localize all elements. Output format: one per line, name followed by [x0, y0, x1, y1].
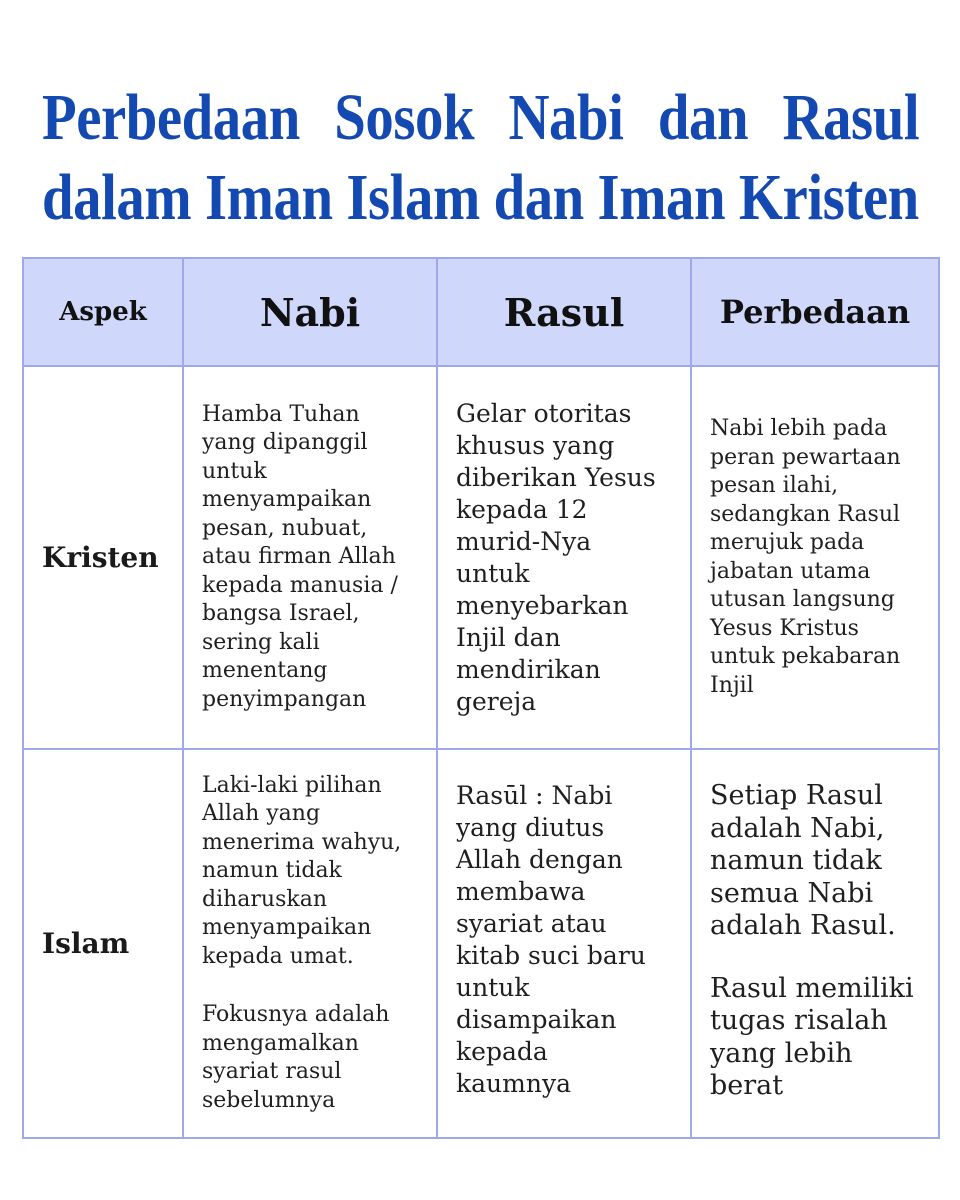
header-aspek: Aspek	[23, 258, 183, 366]
title-word: Rasul	[782, 81, 920, 154]
cell-islam-nabi-para-1: Laki-laki pilihan Allah yang menerima wahyu, namun tidak diharuskan menyampaikan kepada umat.	[202, 772, 402, 969]
table-row-kristen	[23, 366, 939, 749]
aspect-islam: Islam	[23, 749, 183, 1138]
aspect-kristen: Kristen	[23, 366, 183, 749]
cell-islam-perbedaan-para-1: Setiap Rasul adalah Nabi, namun tidak semua Nabi adalah Rasul.	[710, 780, 896, 941]
title-word: Sosok	[334, 81, 475, 154]
table-header-row	[23, 258, 939, 366]
title-word: Nabi	[508, 81, 624, 154]
cell-islam-nabi	[183, 749, 437, 1138]
cell-islam-rasul: Rasūl : Nabi yang diutus Allah dengan membawa syariat atau kitab suci baru untuk disampaikan kepada kaumnya	[437, 749, 691, 1138]
comparison-table	[22, 257, 940, 1139]
title-line-1	[42, 78, 919, 158]
title-word: dan	[657, 81, 749, 154]
header-perbedaan: Perbedaan	[691, 258, 939, 366]
cell-islam-perbedaan-para-2: Rasul memiliki tugas risalah yang lebih berat	[710, 972, 914, 1101]
cell-kristen-perbedaan: Nabi lebih pada peran pewartaan pesan ilahi, sedangkan Rasul merujuk pada jabatan utama utusan langsung Yesus Kristus untuk pekabaran Injil	[691, 366, 939, 749]
table-row-islam	[23, 749, 939, 1138]
header-nabi: Nabi	[183, 258, 437, 366]
cell-islam-perbedaan	[691, 749, 939, 1138]
title-line-2: dalam Iman Islam dan Iman Kristen	[42, 161, 919, 234]
page-title	[42, 78, 920, 238]
cell-islam-nabi-para-2: Fokusnya adalah mengamalkan syariat rasul sebelumnya	[202, 1002, 390, 1113]
title-word: Perbedaan	[42, 81, 300, 154]
cell-kristen-nabi: Hamba Tuhan yang dipanggil untuk menyampaikan pesan, nubuat, atau firman Allah kepada manusia / bangsa Israel, sering kali menentang penyimpangan	[183, 366, 437, 749]
header-rasul: Rasul	[437, 258, 691, 366]
cell-kristen-rasul: Gelar otoritas khusus yang diberikan Yesus kepada 12 murid-Nya untuk menyebarkan Injil dan mendirikan gereja	[437, 366, 691, 749]
